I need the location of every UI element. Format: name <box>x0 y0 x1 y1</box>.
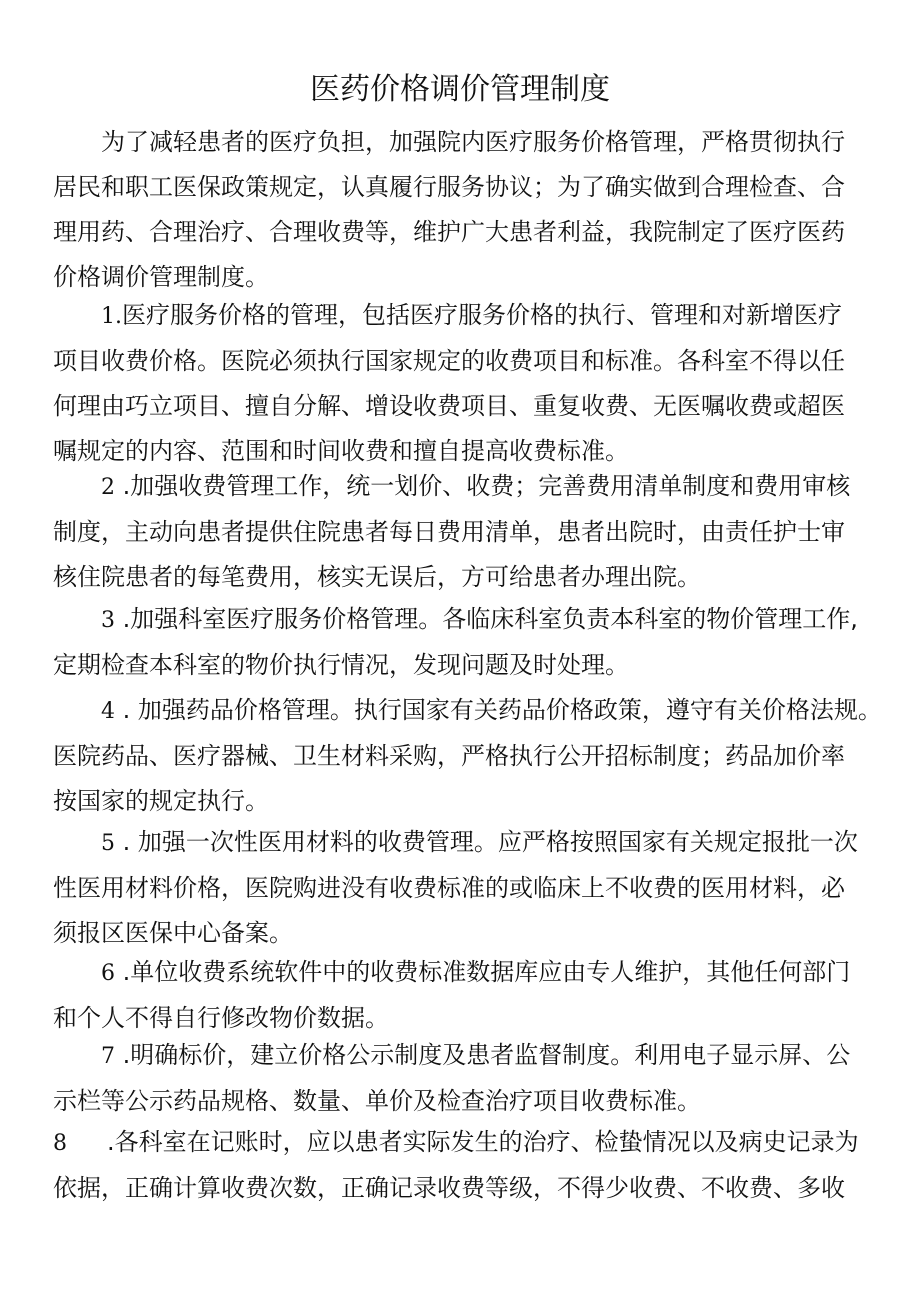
clause-3 <box>53 597 883 688</box>
clause-text: 项目收费价格。医院必须执行国家规定的收费项目和标准。各科室不得以任 <box>53 347 845 375</box>
clause-number: 8 <box>53 1131 67 1156</box>
clause-number: 3 <box>101 608 115 633</box>
intro-line: 价格调价管理制度。 <box>53 263 269 291</box>
clause-1 <box>53 293 883 474</box>
clause-text: 性医用材料价格，医院购进没有收费标准的或临床上不收费的医用材料，必 <box>53 874 845 902</box>
clause-text: .各科室在记账时，应以患者实际发生的治疗、检蛰情况以及病史记录为 <box>107 1128 859 1156</box>
clause-text: . 加强一次性医用材料的收费管理。应严格按照国家有关规定报批一次 <box>122 828 858 856</box>
clause-text: 嘱规定的内容、范围和时间收费和擅自提高收费标准。 <box>53 437 629 465</box>
clause-number: 7 <box>101 1044 115 1069</box>
intro-line: 为了减轻患者的医疗负担，加强院内医疗服务价格管理，严格贯彻执行 <box>101 128 845 156</box>
clause-text: 示栏等公示药品规格、数量、单价及检查治疗项目收费标准。 <box>53 1087 701 1115</box>
clause-text: 医疗服务价格的管理，包括医疗服务价格的执行、管理和对新增医疗 <box>122 301 842 329</box>
clause-text: 定期检查本科室的物价执行情况，发现问题及时处理。 <box>53 651 629 679</box>
clause-7 <box>53 1033 883 1124</box>
clause-6 <box>53 950 883 1041</box>
clause-number: 2 <box>101 475 115 500</box>
intro-paragraph <box>53 120 883 300</box>
clause-text: 何理由巧立项目、擅自分解、增设收费项目、重复收费、无医嘱收费或超医 <box>53 392 845 420</box>
page-title: 医药价格调价管理制度 <box>310 72 610 107</box>
intro-line: 理用药、合理治疗、合理收费等，维护广大患者利益，我院制定了医疗医药 <box>53 218 845 246</box>
clause-4 <box>53 688 883 824</box>
clause-text: .加强科室医疗服务价格管理。各临床科室负责本科室的物价管理工作, <box>122 605 858 633</box>
clause-text: .加强收费管理工作，统一划价、收费；完善费用清单制度和费用审核 <box>122 472 851 500</box>
clause-text: .单位收费系统软件中的收费标准数据库应由专人维护，其他任何部门 <box>122 958 851 986</box>
clause-text: 须报区医保中心备案。 <box>53 919 293 947</box>
clause-text: 制度，主动向患者提供住院患者每日费用清单，患者出院时，由责任护士审 <box>53 518 845 546</box>
clause-text: 和个人不得自行修改物价数据。 <box>53 1004 389 1032</box>
clause-number: 4 <box>101 699 115 724</box>
clause-text: .明确标价，建立价格公示制度及患者监督制度。利用电子显示屏、公 <box>122 1041 851 1069</box>
clause-text: 医院药品、医疗器械、卫生材料采购，严格执行公开招标制度；药品加价率 <box>53 742 845 770</box>
clause-number: 5 <box>101 831 115 856</box>
clause-8 <box>53 1120 883 1211</box>
clause-2 <box>53 464 883 600</box>
clause-5 <box>53 820 883 956</box>
clause-number: 1. <box>101 304 122 329</box>
clause-number: 6 <box>101 961 115 986</box>
clause-text: 按国家的规定执行。 <box>53 787 269 815</box>
clause-text: 核住院患者的每笔费用，核实无误后，方可给患者办理出院。 <box>53 563 701 591</box>
clause-text: . 加强药品价格管理。执行国家有关药品价格政策，遵守有关价格法规。 <box>122 696 882 724</box>
intro-line: 居民和职工医保政策规定，认真履行服务协议；为了确实做到合理检查、合 <box>53 173 845 201</box>
clause-text: 依据，正确计算收费次数，正确记录收费等级，不得少收费、不收费、多收 <box>53 1174 845 1202</box>
